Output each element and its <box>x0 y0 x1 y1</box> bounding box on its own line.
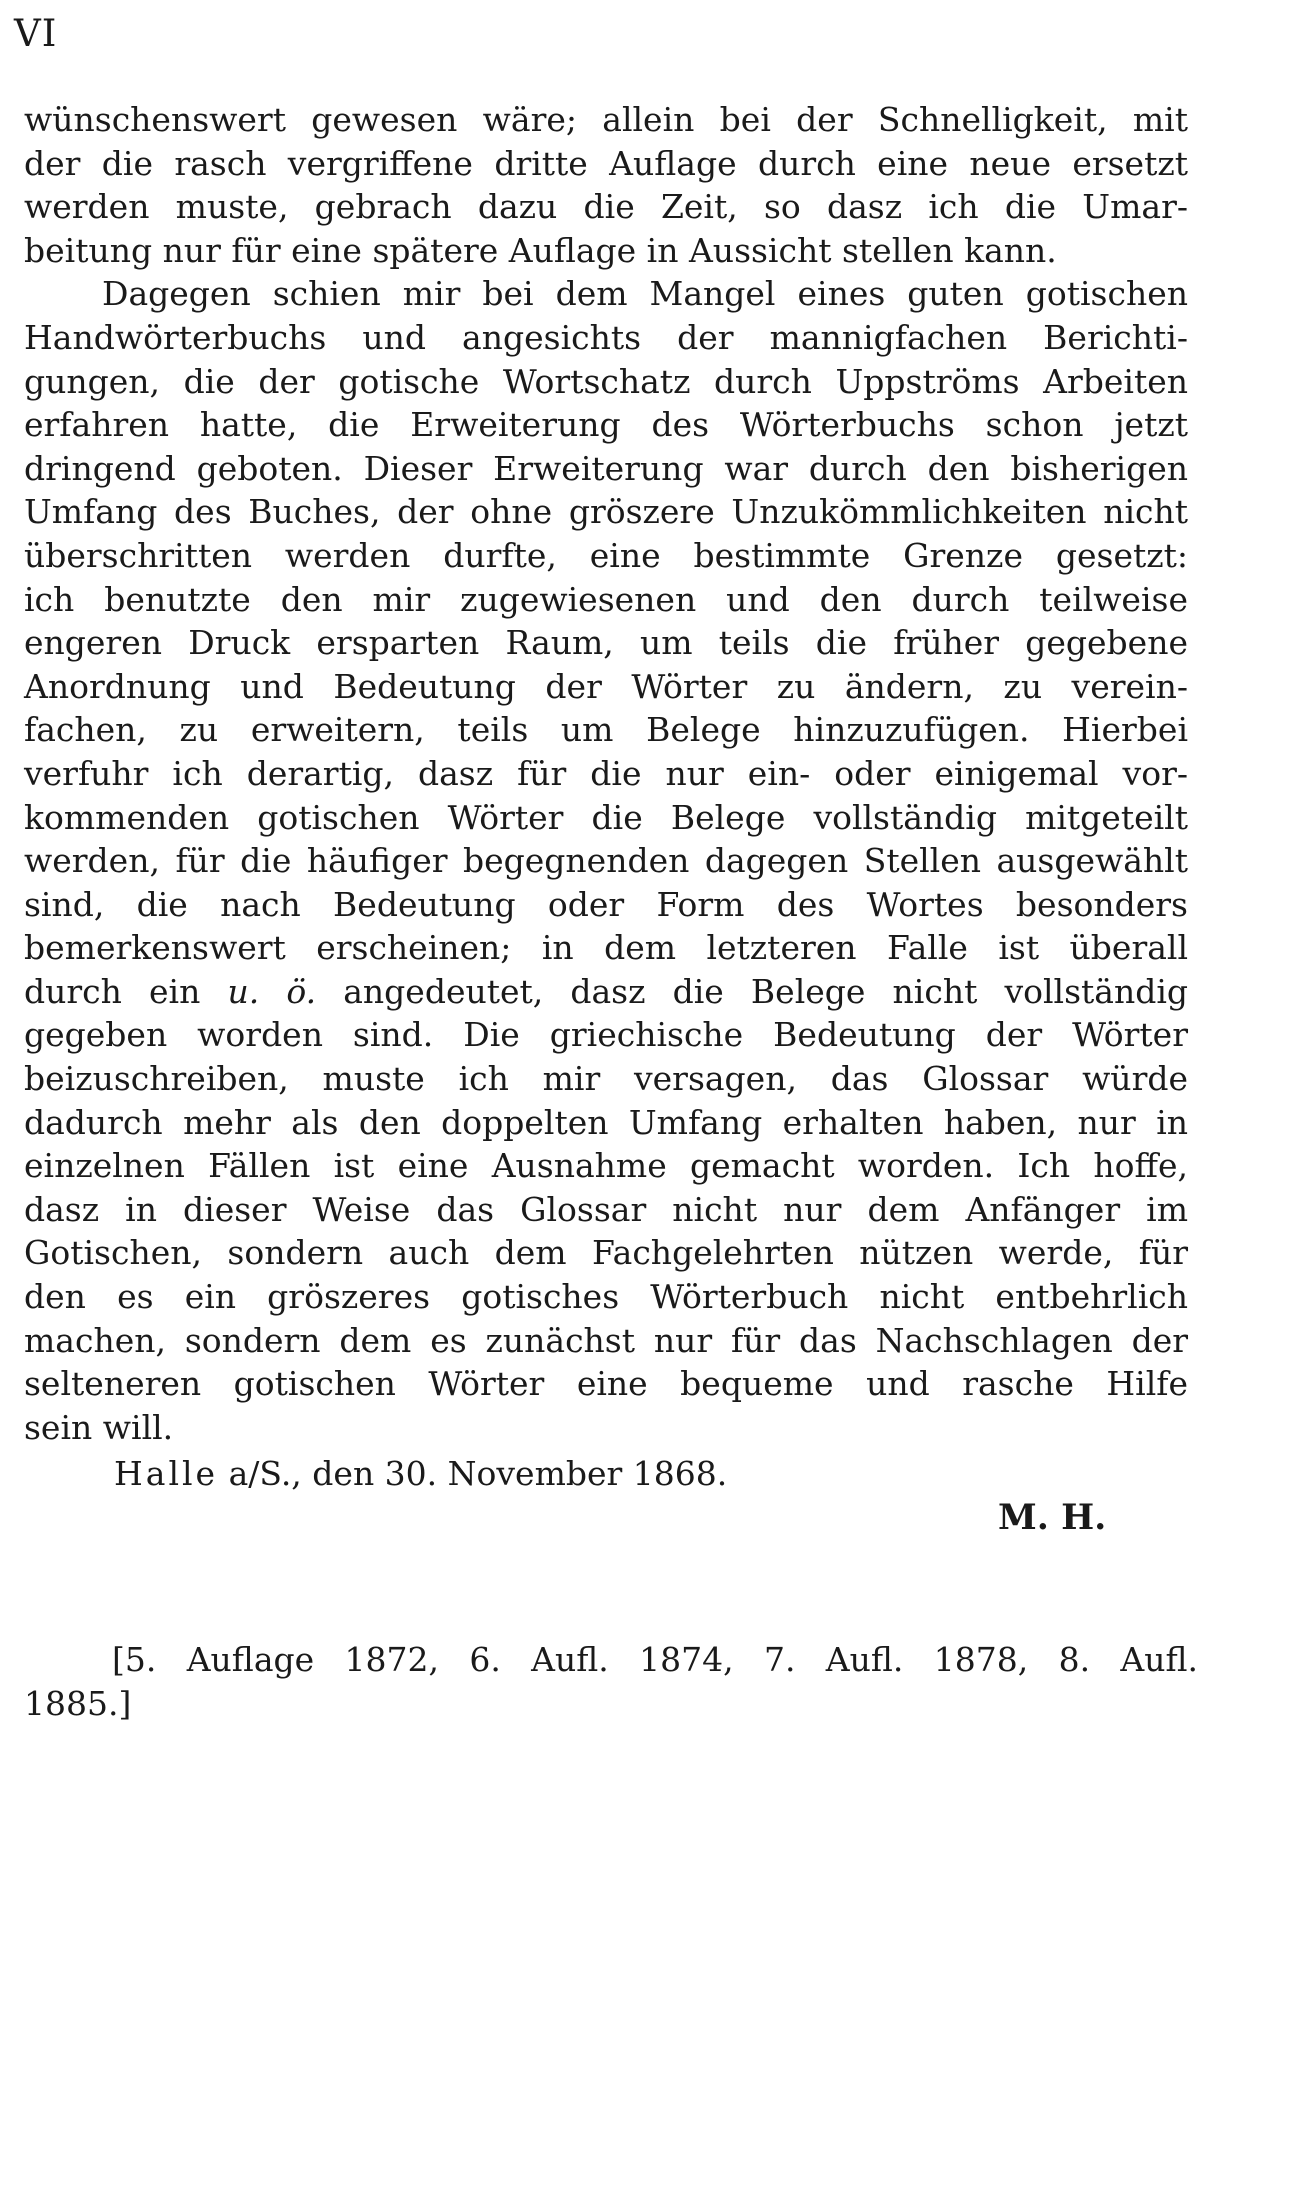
text-line-uo <box>24 970 1188 1014</box>
text-line: beitung nur für eine spätere Auflage in Aussicht stellen kann. <box>24 230 1057 270</box>
text-line: gungen, die der gotische Wortschatz durch Uppströms Arbeiten <box>24 361 1188 401</box>
text-line: gegeben worden sind. Die griechische Bedeutung der Wörter <box>24 1015 1188 1055</box>
text-line: dringend geboten. Dieser Erweiterung war durch den bisherigen <box>24 448 1188 488</box>
text-line: Umfang des Buches, der ohne gröszere Unzukömmlichkeiten nicht <box>24 492 1188 532</box>
dateline <box>114 1452 727 1496</box>
text-line: erfahren hatte, die Erweiterung des Wörterbuchs schon jetzt <box>24 405 1188 445</box>
text-line: der die rasch vergriffene dritte Auflage durch eine neue ersetzt <box>24 143 1188 183</box>
text-line: dadurch mehr als den doppelten Umfang erhalten haben, nur in <box>24 1102 1188 1142</box>
text-line: sein will. <box>24 1407 174 1447</box>
editions-line: 1885.] <box>24 1684 132 1723</box>
signature: M. H. <box>998 1497 1107 1538</box>
text-line: bemerkenswert erscheinen; in dem letzteren Falle ist überall <box>24 928 1188 968</box>
text-line: engeren Druck ersparten Raum, um teils die früher gegebene <box>24 623 1188 663</box>
text-line: einzelnen Fällen ist eine Ausnahme gemacht worden. Ich hoffe, <box>24 1146 1188 1186</box>
text-line: wünschenswert gewesen wäre; allein bei der Schnelligkeit, mit <box>24 100 1188 139</box>
text-line: Gotischen, sondern auch dem Fachgelehrten nützen werde, für <box>24 1233 1188 1273</box>
editions-note <box>24 1638 1198 1726</box>
text-line: fachen, zu erweitern, teils um Belege hinzuzufügen. Hierbei <box>24 710 1188 750</box>
text-line: ich benutzte den mir zugewiesenen und den durch teilweise <box>24 579 1188 619</box>
page-number: VI <box>14 12 58 55</box>
dateline-date: a/S., den 30. November 1868. <box>228 1454 728 1493</box>
text-line: selteneren gotischen Wörter eine bequeme und rasche Hilfe <box>24 1364 1188 1404</box>
text-line: beizuschreiben, muste ich mir versagen, das Glossar würde <box>24 1059 1188 1099</box>
text-line: Handwörterbuchs und angesichts der mannigfachen Berichti- <box>24 317 1188 357</box>
text-line: dasz in dieser Weise das Glossar nicht nur dem Anfänger im <box>24 1189 1188 1229</box>
text-line: machen, sondern dem es zunächst nur für das Nachschlagen der <box>24 1320 1188 1360</box>
abbreviation-uo: u. ö. <box>227 971 317 1011</box>
dateline-place: Halle <box>114 1454 219 1493</box>
text-fragment: durch ein <box>24 971 201 1011</box>
text-line: Dagegen schien mir bei dem Mangel eines guten gotischen <box>102 274 1188 314</box>
text-line: Anordnung und Bedeutung der Wörter zu ändern, zu verein- <box>24 666 1188 706</box>
text-fragment: angedeutet, dasz die Belege nicht vollständig <box>343 971 1189 1011</box>
text-line: kommenden gotischen Wörter die Belege vollständig mitgeteilt <box>24 797 1188 837</box>
text-line: verfuhr ich derartig, dasz für die nur ein- oder einigemal vor- <box>24 753 1188 793</box>
text-line: überschritten werden durfte, eine bestimmte Grenze gesetzt: <box>24 535 1188 575</box>
text-line: sind, die nach Bedeutung oder Form des Wortes besonders <box>24 884 1188 924</box>
text-line: werden, für die häufiger begegnenden dagegen Stellen ausgewählt <box>24 841 1188 881</box>
text-line: den es ein gröszeres gotisches Wörterbuch nicht entbehrlich <box>24 1277 1188 1317</box>
text-line: werden muste, gebrach dazu die Zeit, so dasz ich die Umar- <box>24 187 1188 227</box>
body-text <box>24 98 1188 1449</box>
editions-line: [5. Auflage 1872, 6. Aufl. 1874, 7. Aufl. 1878, 8. Aufl. <box>112 1640 1198 1679</box>
